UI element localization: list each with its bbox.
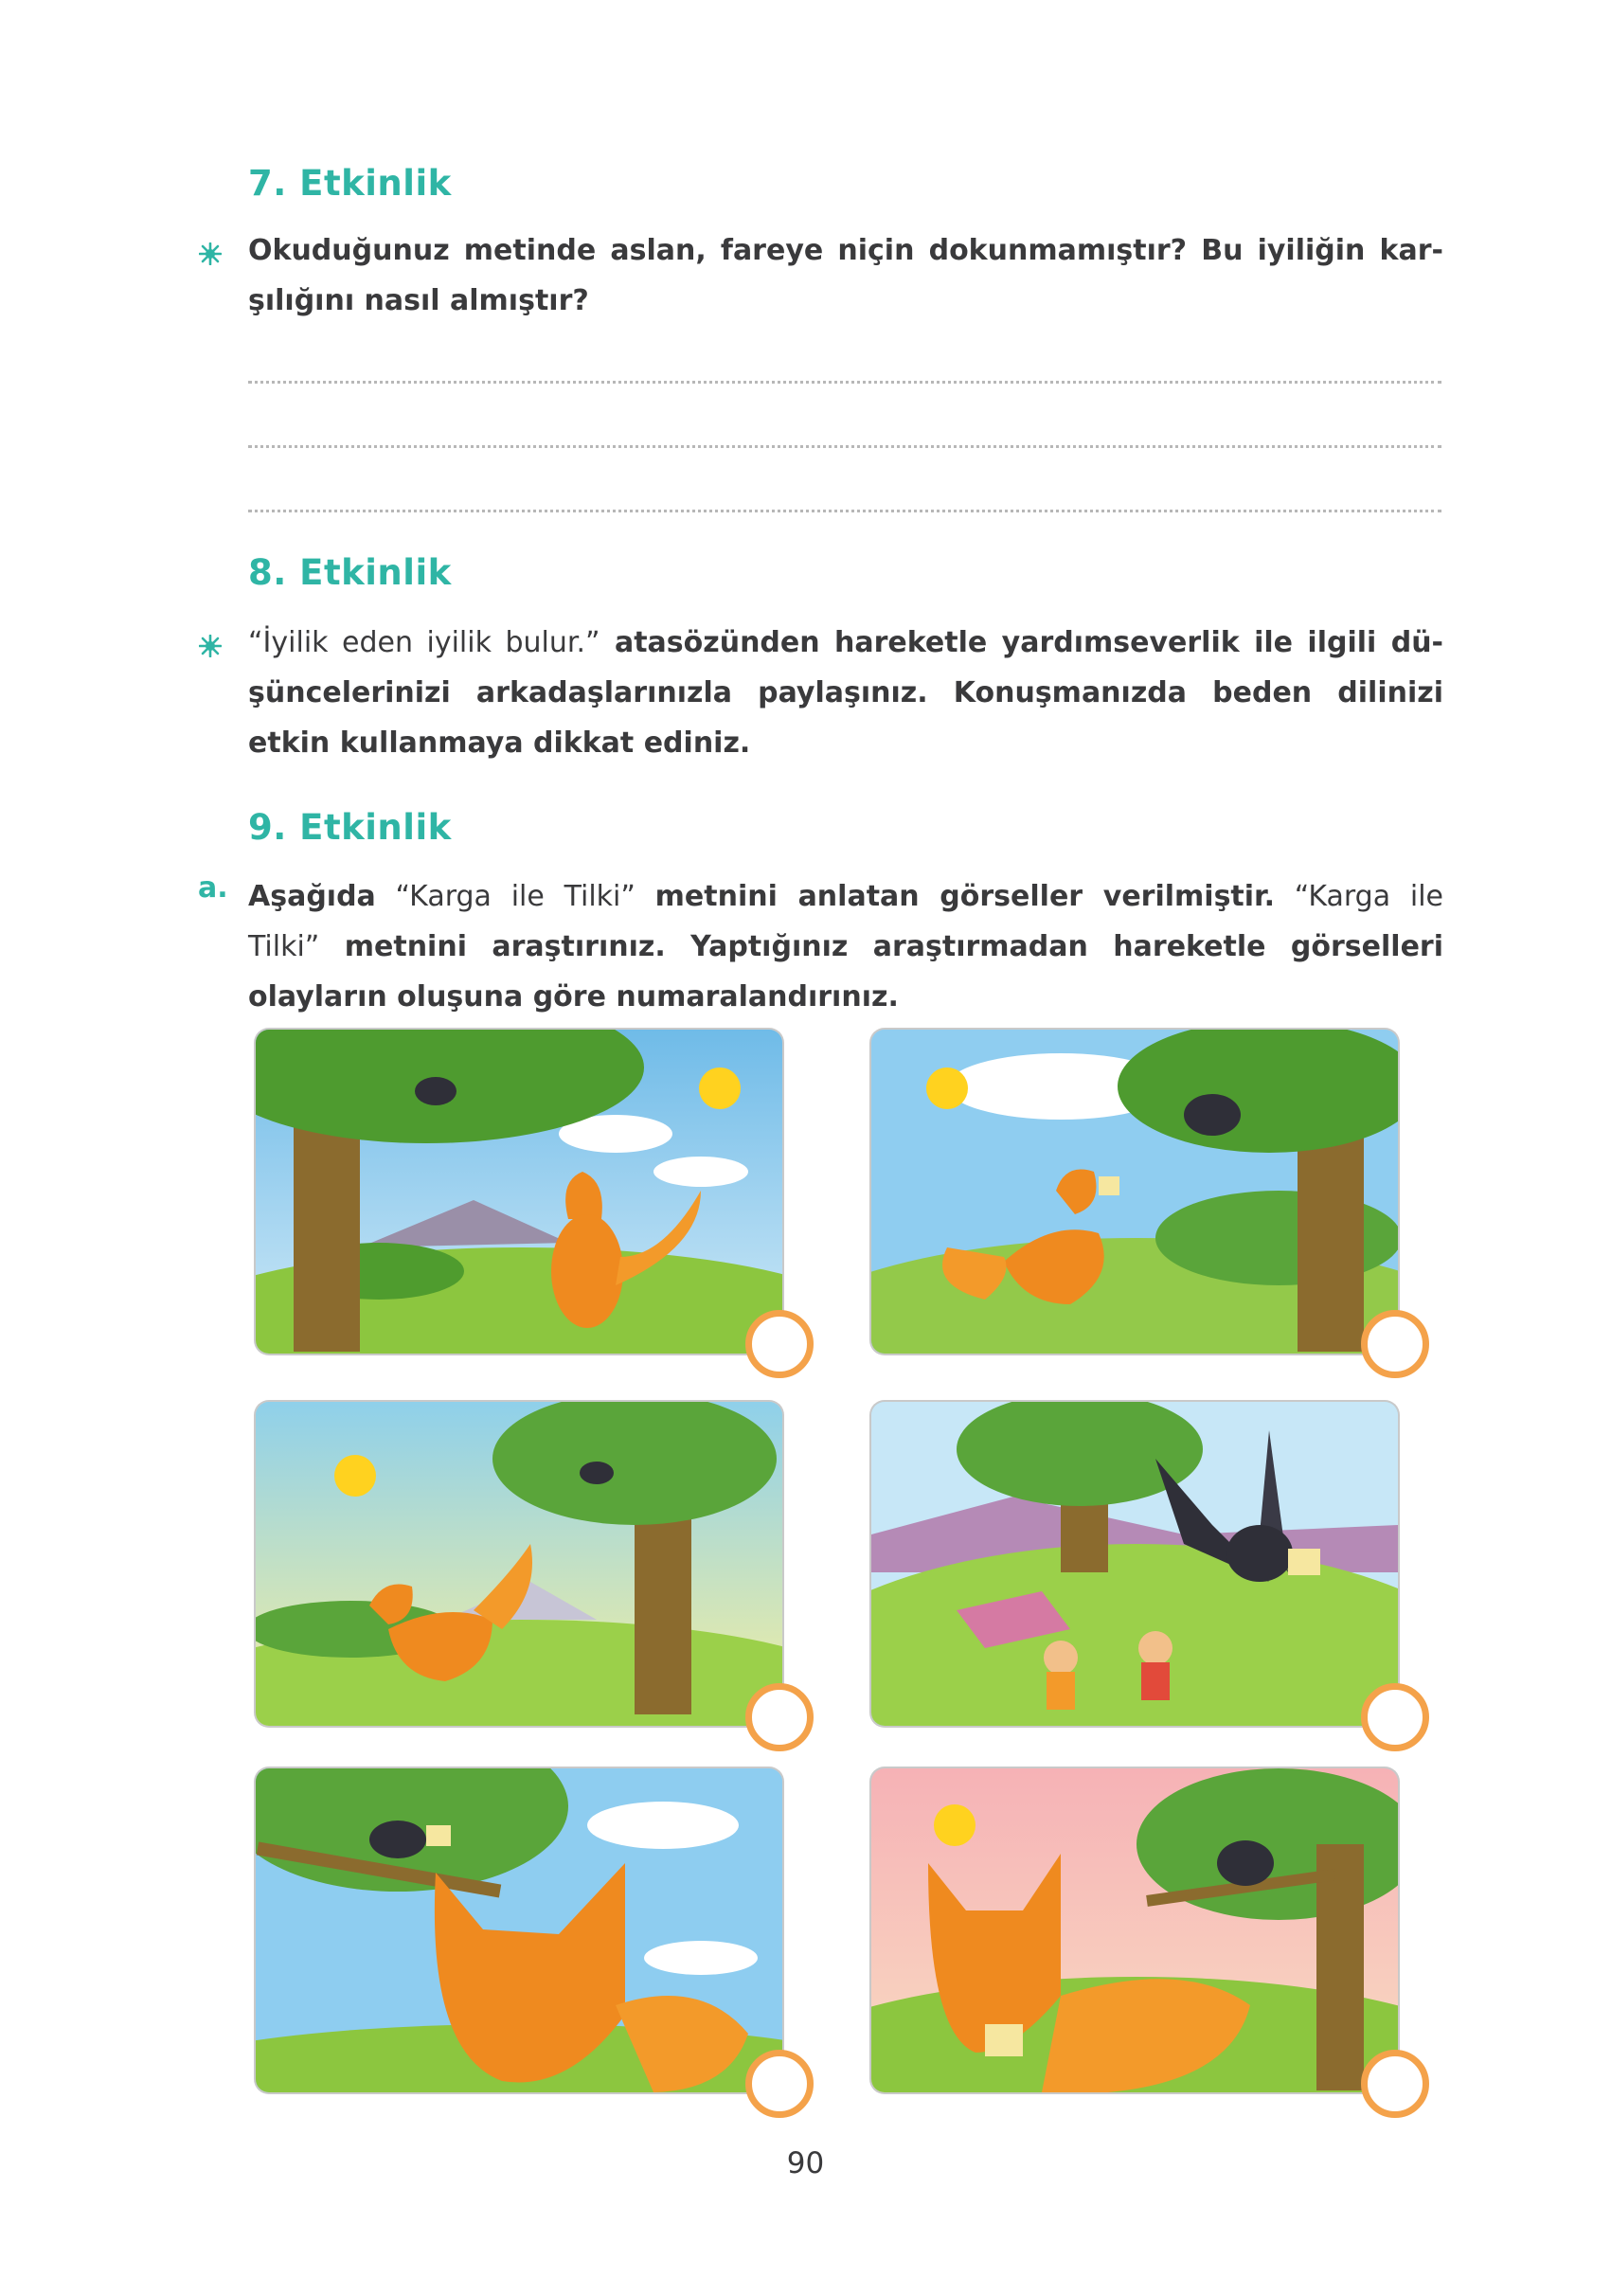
- story-picture-6: [871, 1768, 1398, 2092]
- activity-9-title: 9. Etkinlik: [248, 807, 452, 848]
- number-circle-1[interactable]: [745, 1310, 814, 1378]
- story-illustration: [871, 1768, 1398, 2092]
- number-circle-4[interactable]: [1361, 1683, 1429, 1751]
- story-picture-3: [256, 1402, 782, 1726]
- activity-8-line-3: etkin kullanmaya dikkat ediniz.: [248, 726, 751, 760]
- number-circle-5[interactable]: [745, 2050, 814, 2118]
- story-illustration: [871, 1402, 1398, 1726]
- item-letter-a: a.: [198, 871, 228, 905]
- story-picture-1: [256, 1030, 782, 1354]
- text-segment: metnini anlatan görseller verilmiştir.: [654, 880, 1275, 913]
- number-circle-6[interactable]: [1361, 2050, 1429, 2118]
- activity-7-question-line-1: Okuduğunuz metinde aslan, fareye niçin dokunmamıştır? Bu iyiliğin kar-: [248, 234, 1443, 267]
- activity-9-line-1: [248, 871, 1443, 922]
- activity-8-title: 8. Etkinlik: [248, 552, 452, 593]
- burst-bullet-icon: [199, 635, 222, 657]
- story-illustration: [256, 1402, 782, 1726]
- burst-bullet-icon: [199, 242, 222, 265]
- activity-9-line-3: olayların oluşuna göre numaralandırınız.: [248, 980, 899, 1013]
- text-segment: metnini araştırınız. Yaptığınız araştırmadan hareketle görselleri: [319, 930, 1443, 963]
- number-circle-3[interactable]: [745, 1683, 814, 1751]
- number-circle-2[interactable]: [1361, 1310, 1429, 1378]
- page-number: 90: [786, 2146, 825, 2180]
- activity-8-line-1: [248, 618, 1443, 668]
- activity-9-line-2: [248, 922, 1443, 972]
- story-title: “Karga ile Tilki”: [375, 880, 655, 913]
- story-picture-2: [871, 1030, 1398, 1354]
- activity-7-question-line-2: şılığını nasıl almıştır?: [248, 284, 589, 317]
- story-title: Tilki”: [248, 930, 320, 963]
- story-illustration: [256, 1030, 782, 1354]
- activity-8-line-2: şüncelerinizi arkadaşlarınızla paylaşınız. Konuşmanızda beden dilinizi: [248, 676, 1443, 709]
- activity-8-line-1-rest: atasözünden hareketle yardımseverlik ile ilgili dü-: [600, 626, 1443, 659]
- activity-7-title: 7. Etkinlik: [248, 163, 452, 204]
- answer-line-2[interactable]: [248, 445, 1441, 448]
- story-title: “Karga ile: [1274, 880, 1443, 913]
- story-picture-4: [871, 1402, 1398, 1726]
- answer-line-3[interactable]: [248, 510, 1441, 512]
- story-picture-5: [256, 1768, 782, 2092]
- text-segment: Aşağıda: [248, 880, 376, 913]
- proverb-quote: “İyilik eden iyilik bulur.”: [248, 626, 600, 659]
- answer-line-1[interactable]: [248, 381, 1441, 384]
- story-illustration: [256, 1768, 782, 2092]
- story-illustration: [871, 1030, 1398, 1354]
